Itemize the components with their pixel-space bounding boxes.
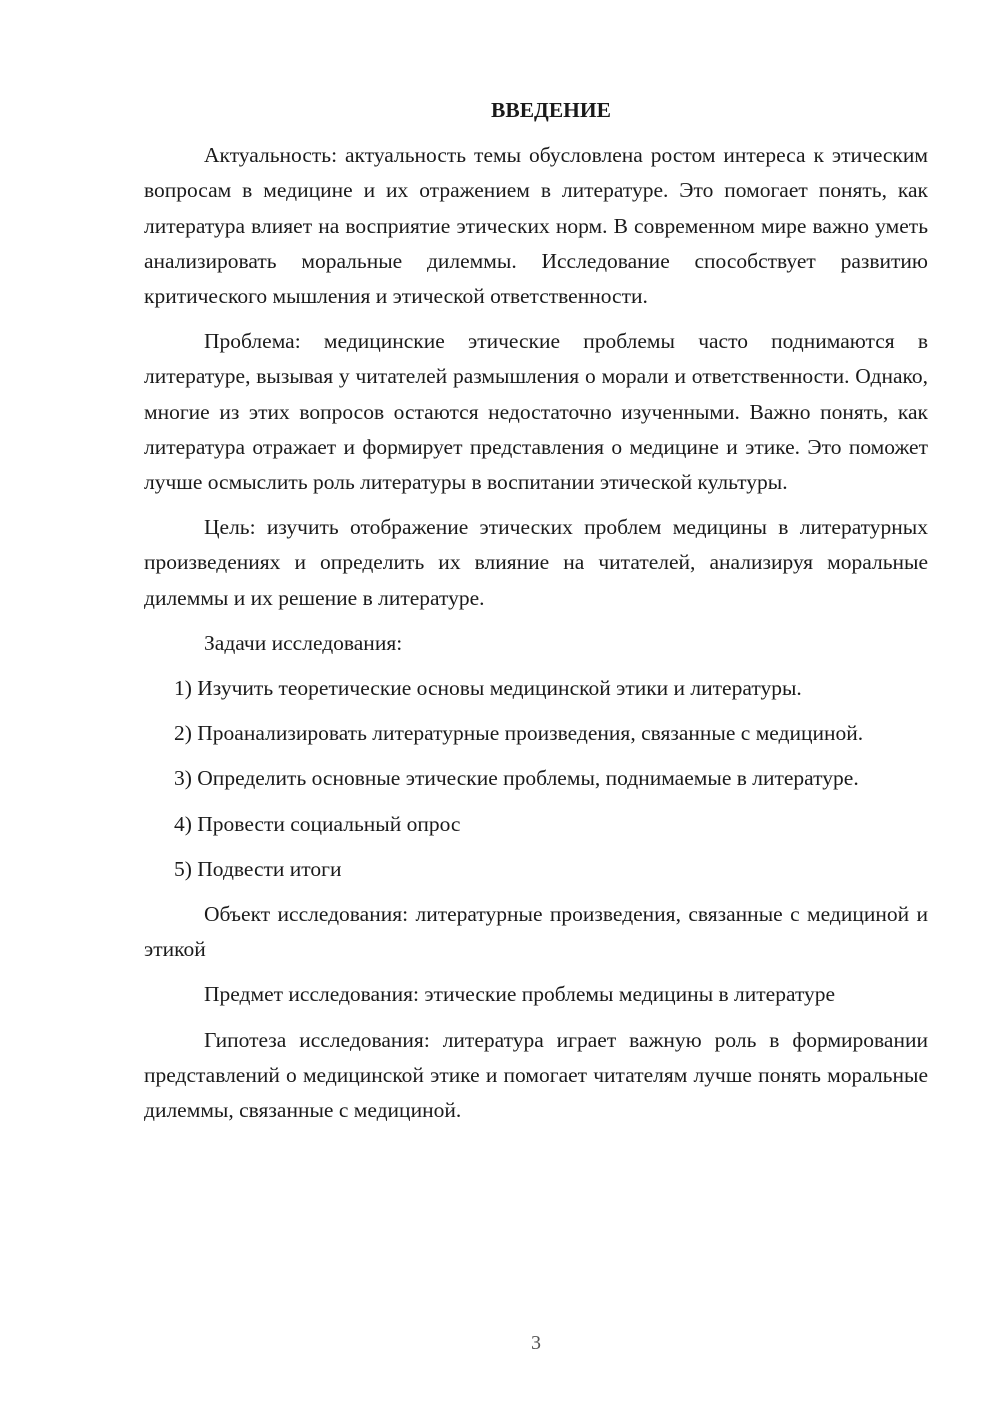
task-item-4: 4) Провести социальный опрос <box>174 811 461 836</box>
section-title: ВВЕДЕНИЕ <box>491 98 611 122</box>
page-number: 3 <box>531 1332 541 1354</box>
task-item-1: 1) Изучить теоретические основы медицинской этики и литературы. <box>174 676 802 701</box>
task-item-3: 3) Определить основные этические проблемы, поднимаемые в литературе. <box>174 766 859 791</box>
goal-paragraph: Цель: изучить отображение этических проблем медицины в литературных произведениях и определить их влияние на читателей, анализируя моральные дилеммы и их решение в литературе. <box>144 515 928 610</box>
task-item-5: 5) Подвести итоги <box>174 856 342 881</box>
subject-paragraph: Предмет исследования: этические проблемы медицины в литературе <box>204 982 836 1007</box>
problem-paragraph: Проблема: медицинские этические проблемы часто поднимаются в литературе, вызывая у читателей размышления о морали и ответственности. Однако, многие из этих вопросов остаются недостаточно изученными. Важно понять, как литература отражает и формирует представления о медицине и этике. Это поможет лучше осмыслить роль литературы в воспитании этической культуры. <box>144 329 928 495</box>
object-paragraph: Объект исследования: литературные произведения, связанные с медициной и этикой <box>144 902 928 962</box>
document-body <box>144 93 928 1138</box>
hypothesis-paragraph: Гипотеза исследования: литература играет важную роль в формировании представлений о медицинской этике и помогает читателям лучше понять моральные дилеммы, связанные с медициной. <box>144 1027 928 1123</box>
tasks-heading: Задачи исследования: <box>204 630 403 655</box>
relevance-paragraph: Актуальность: актуальность темы обусловлена ростом интереса к этическим вопросам в медицине и их отражением в литературе. Это помогает понять, как литература влияет на восприятие этических норм. В современном мире важно уметь анализировать моральные дилеммы. Исследование способствует развитию критического мышления и этической ответственности. <box>144 143 928 309</box>
task-item-2: 2) Проанализировать литературные произведения, связанные с медициной. <box>174 721 864 746</box>
